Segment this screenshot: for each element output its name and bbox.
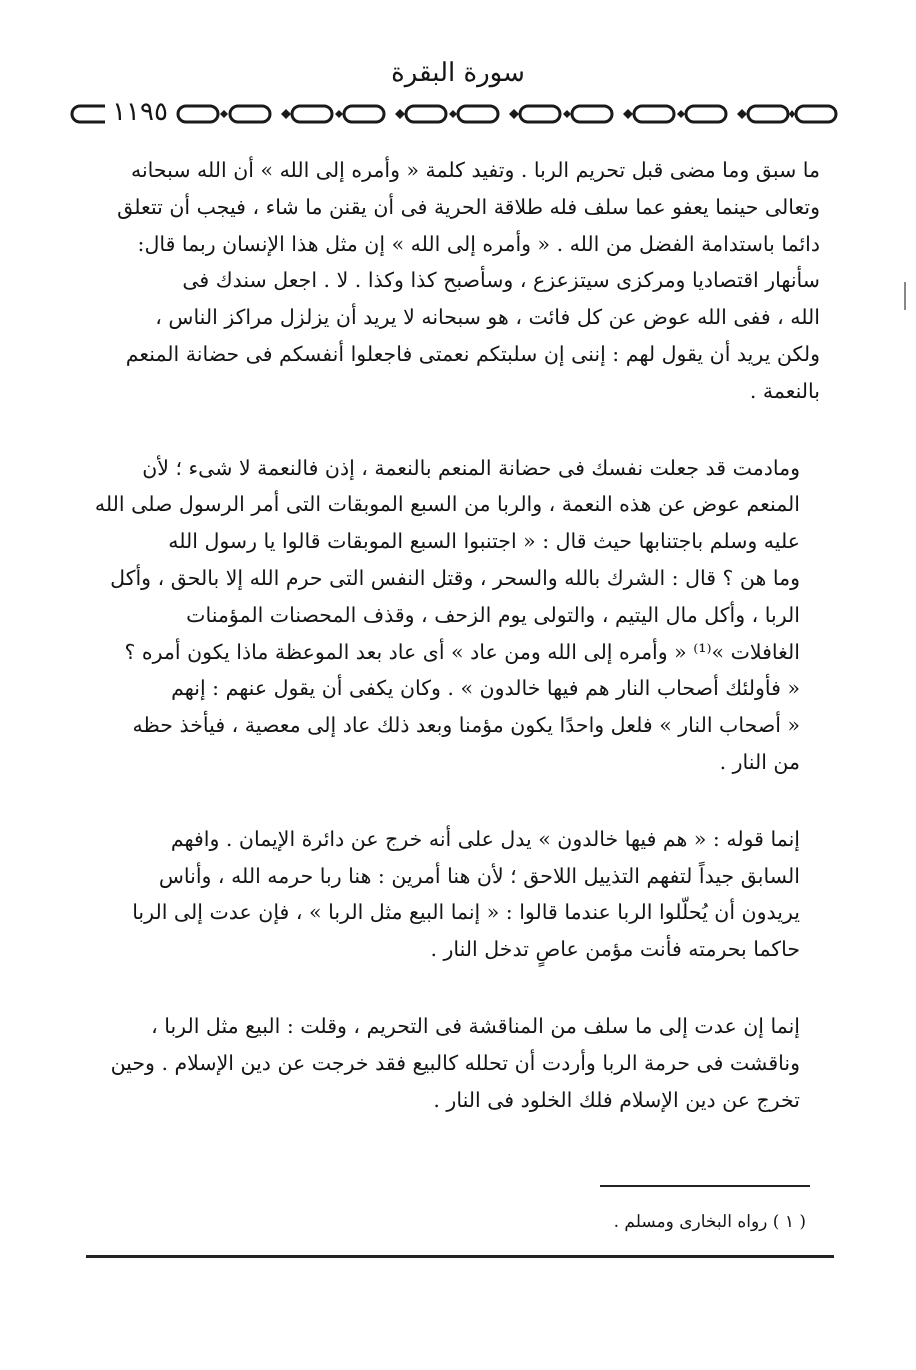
text-line: ومادمت قد جعلت نفسك فى حضانة المنعم بالنعمة ، إذن فالنعمة لا شىء ؛ لأن [142, 455, 800, 480]
margin-mark [904, 282, 906, 310]
text-line: وتعالى حينما يعفو عما سلف فله طلاقة الحرية فى أن يقنن ما شاء ، فيجب أن تتعلق [117, 194, 820, 219]
text-line: دائما باستدامة الفضل من الله . « وأمره إلى الله » إن مثل هذا الإنسان ربما قال: [137, 231, 820, 256]
footer-divider [86, 1255, 834, 1258]
text-line: « أصحاب النار » فلعل واحدًا يكون مؤمنا وبعد ذلك عاد إلى معصية ، فيأخذ حظه [132, 713, 800, 738]
ornamental-header-rule [70, 100, 840, 130]
text-line: تخرج عن دين الإسلام فلك الخلود فى النار . [433, 1087, 800, 1112]
text-line: يريدون أن يُحلّلوا الربا عندما قالوا : « إنما البيع مثل الربا » ، فإن عدت إلى الربا [132, 900, 800, 925]
text-line: وما هن ؟ قال : الشرك بالله والسحر ، وقتل النفس التى حرم الله إلا بالحق ، وأكل [110, 565, 800, 590]
text-line: إنما قوله : « هم فيها خالدون » يدل على أنه خرج عن دائرة الإيمان . وافهم [170, 826, 800, 851]
text-line: الله ، ففى الله عوض عن كل فائت ، هو سبحانه لا يريد أن يزلزل مراكز الناس ، [155, 305, 820, 330]
footnote-divider [600, 1185, 810, 1187]
surah-title: سورة البقرة [391, 58, 525, 88]
paragraph [92, 1008, 820, 1118]
text-line: حاكما بحرمته فأنت مؤمن عاصٍ تدخل النار . [430, 937, 800, 962]
text-line: المنعم عوض عن هذه النعمة ، والربا من السبع الموبقات التى أمر الرسول صلى الله [94, 492, 800, 517]
text-line: الربا ، وأكل مال اليتيم ، والتولى يوم الزحف ، وقذف المحصنات المؤمنات [186, 602, 800, 627]
paragraph [92, 152, 820, 410]
text-line: سأنهار اقتصاديا ومركزى سيتزعزع ، وسأصبح كذا وكذا . لا . اجعل سندك فى [182, 268, 820, 293]
text-line: الغافلات »⁽¹⁾ « وأمره إلى الله ومن عاد » أى عاد بعد الموعظة ماذا يكون أمره ؟ [124, 639, 800, 664]
text-line: وناقشت فى حرمة الربا وأردت أن تحلله كالبيع فقد خرجت عن دين الإسلام . وحين [110, 1050, 800, 1075]
text-line: « فأولئك أصحاب النار هم فيها خالدون » . وكان يكفى أن يقول عنهم : إنهم [171, 676, 800, 701]
text-line: إنما إن عدت إلى ما سلف من المناقشة فى التحريم ، وقلت : البيع مثل الربا ، [151, 1013, 800, 1038]
paragraph [92, 821, 820, 968]
body-text [92, 152, 820, 1158]
text-line: عليه وسلم باجتنابها حيث قال : « اجتنبوا السبع الموبقات قالوا يا رسول الله [168, 529, 800, 554]
text-line: ولكن يريد أن يقول لهم : إننى إن سلبتكم نعمتى فاجعلوا أنفسكم فى حضانة المنعم [125, 341, 820, 366]
footnote: ( ١ ) رواه البخارى ومسلم . [613, 1212, 806, 1232]
text-line: بالنعمة . [749, 378, 820, 403]
text-line: ما سبق وما مضى قبل تحريم الربا . وتفيد كلمة « وأمره إلى الله » أن الله سبحانه [130, 158, 820, 182]
paragraph [92, 450, 820, 781]
text-line: السابق جيداً لتفهم التذييل اللاحق ؛ لأن هنا أمرين : هنا ربا حرمه الله ، وأناس [158, 863, 800, 888]
text-line: من النار . [719, 749, 800, 774]
page-number: ١١٩٥ [105, 95, 175, 129]
